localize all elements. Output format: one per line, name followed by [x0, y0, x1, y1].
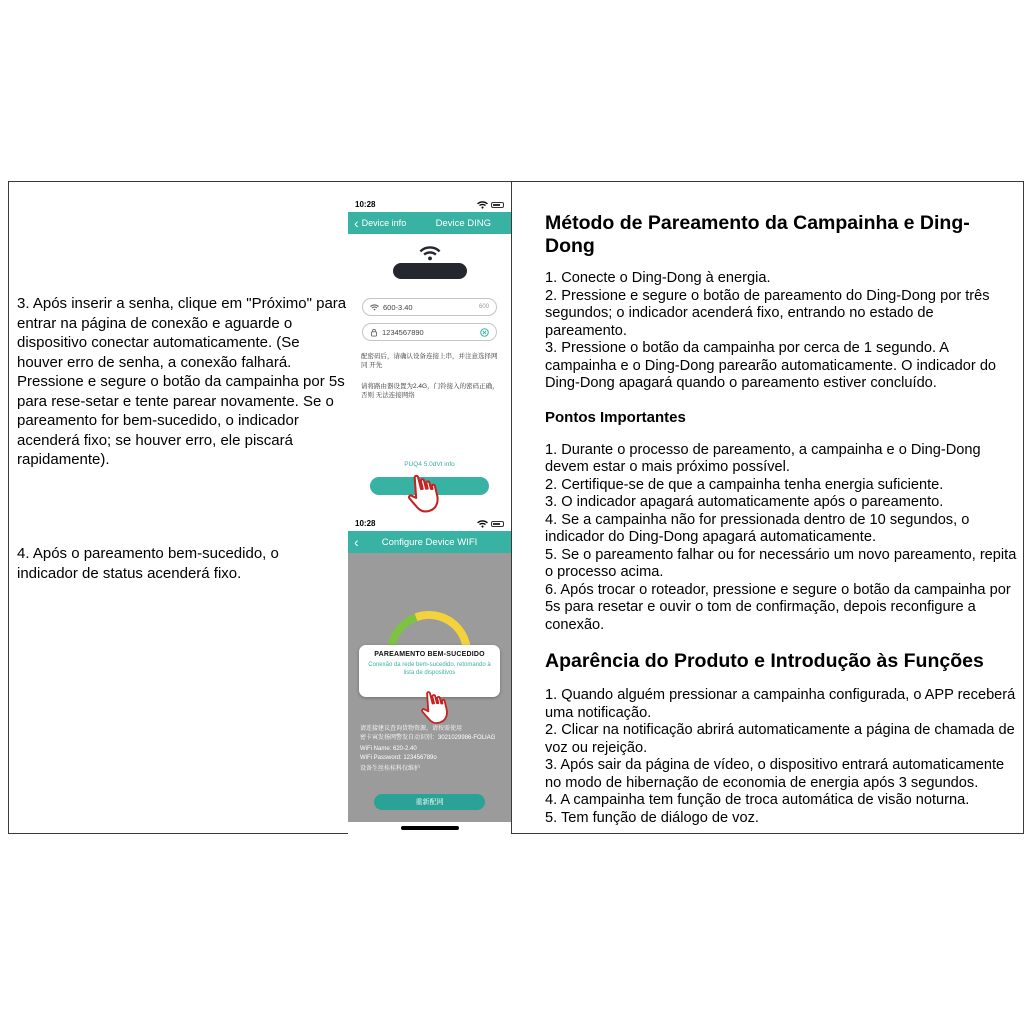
right-instructions: [545, 182, 1024, 827]
list-item: 6. Após trocar o roteador, pressione e segure o botão da campainha por 5s para resetar e ouvir o tom de confirmação, depois reconfigure a conexão.: [545, 581, 1011, 633]
wifi-icon: [477, 201, 488, 209]
wifi-icon: [477, 520, 488, 528]
reconfigure-button-label: 重新配网: [415, 799, 444, 806]
list-item: 1. Durante o processo de pareamento, a campainha e o Ding-Dong devem estar o mais próximo possível.: [545, 441, 981, 475]
phone-screenshot-pairing-success: [348, 516, 511, 834]
important-points-list: [545, 442, 1017, 635]
network-info-line-3: 设备生丝桂桂科仅维护: [360, 766, 421, 772]
status-bar: [348, 197, 511, 212]
back-icon[interactable]: ‹: [354, 215, 359, 231]
list-item: 2. Certifique-se de que a campainha tenha energia suficiente.: [545, 476, 944, 493]
section-heading-pairing: Método de Pareamento da Campainha e Ding-Dong: [545, 212, 970, 257]
pairing-success-screen: [348, 553, 511, 822]
nav-back-label[interactable]: Device info: [361, 218, 407, 228]
instruction-step-4: 4. Após o pareamento bem-sucedido, o indicador de status acenderá fixo.: [17, 545, 279, 582]
nav-title: Device DING: [435, 217, 491, 229]
pairing-steps-list: [545, 270, 1017, 393]
wifi-name-label: WiFi Name: 620-2.40: [360, 746, 417, 752]
content-frame: [8, 181, 1024, 834]
list-item: 1. Quando alguém pressionar a campainha configurada, o APP receberá uma notificação.: [545, 687, 1016, 721]
list-item: 2. Clicar na notificação abrirá automaticamente a página de chamada de voz ou rejeição.: [545, 722, 1015, 756]
network-info-block: [360, 725, 503, 774]
phone-footer: [348, 822, 511, 834]
status-bar: [348, 516, 511, 531]
product-functions-list: [545, 687, 1017, 827]
clear-password-icon[interactable]: [480, 328, 489, 337]
list-item: 2. Pressione e segure o botão de pareamento do Ding-Dong por três segundos; o indicador acenderá fixo, entrando no estado de pareamento.: [545, 287, 990, 339]
wifi-password-label: WiFi Password: 123456789o: [360, 754, 437, 761]
back-icon[interactable]: ‹: [354, 534, 359, 550]
list-item: 3. Após sair da página de vídeo, o dispositivo entrará automaticamente no modo de hibernação de economia de energia após 3 segundos.: [545, 757, 1005, 791]
success-title: PAREAMENTO BEM-SUCEDIDO: [374, 651, 485, 658]
nav-title: Configure Device WIFI: [381, 536, 478, 548]
network-info-line-2: 密卡寅发扬网警发自动识别：3021029986-FOLIAG: [360, 734, 496, 741]
device-info-screen: [348, 234, 511, 509]
wifi-icon: [370, 304, 379, 311]
list-item: 1. Conecte o Ding-Dong à energia.: [545, 270, 771, 286]
wifi-ssid-field[interactable]: [362, 298, 497, 316]
nav-bar: [348, 531, 511, 553]
tap-hand-icon: [399, 466, 451, 521]
home-indicator: [401, 826, 459, 830]
wifi-info-link[interactable]: PUQ4 5.0dVt info: [404, 461, 455, 468]
list-item: 3. O indicador apagará automaticamente após o pareamento.: [545, 494, 944, 510]
subheading-important-points: Pontos Importantes: [545, 408, 686, 426]
lock-icon: [370, 328, 378, 337]
status-time: 10:28: [355, 519, 376, 528]
device-illustration: [348, 246, 511, 279]
wifi-hint-text-1: 配密码后，请确认设备连接上串，并注意选择网同 开先: [361, 353, 498, 369]
wifi-signal-icon: [419, 246, 441, 261]
column-divider: [511, 182, 512, 833]
doorbell-device-image: [393, 263, 467, 279]
battery-icon: [491, 202, 504, 208]
list-item: 4. Se a campainha não for pressionada dentro de 10 segundos, o indicador do Ding-Dong apagará automaticamente.: [545, 511, 970, 545]
phone-screenshot-device-info: [348, 197, 511, 509]
list-item: 5. Tem função de diálogo de voz.: [545, 809, 759, 826]
reconfigure-button[interactable]: [374, 794, 485, 810]
network-info-line-1: 请连接建议查询货物资源，请按需使用: [360, 726, 463, 732]
list-item: 3. Pressione o botão da campainha por cerca de 1 segundo. A campainha e o Ding-Dong parearão automaticamente. O indicador do Ding-Dong apagará quando o pareamento estiver concluído.: [545, 340, 997, 391]
wifi-ssid-value: 600-3.40: [383, 302, 413, 312]
list-item: 4. A campainha tem função de troca automática de visão noturna.: [545, 792, 970, 808]
wifi-band-label: 600: [478, 304, 489, 310]
wifi-hint-text-2: 请将路由器设置为2.4G，门铃接入的密码正确，否则 无法连接网络: [361, 383, 499, 399]
wifi-password-field[interactable]: [362, 323, 497, 341]
instruction-step-3: 3. Após inserir a senha, clique em "Próximo" para entrar na página de conexão e aguarde o dispositivo conectar automaticamente. (Se houver erro de senha, a conexão falhará. Pressione e segure o botão da campainha por 5s para rese-setar e tente parear novamente. Se o pareamento for bem-sucedido, o indicador acenderá fixo; se houver erro, ele piscará rapidamente).: [17, 295, 347, 468]
section-heading-product: Aparência do Produto e Introdução às Funções: [545, 650, 984, 672]
status-icons: [477, 201, 504, 209]
status-time: 10:28: [355, 200, 376, 209]
list-item: 5. Se o pareamento falhar ou for necessário um novo pareamento, repita o processo acima.: [545, 546, 1017, 580]
success-subtitle: Conexão da rede bem-sucedido, retomando à lista de dispositivos: [368, 662, 491, 676]
wifi-password-value: 1234567890: [382, 327, 424, 337]
nav-bar: [348, 212, 511, 234]
status-icons: [477, 520, 504, 528]
battery-icon: [491, 521, 504, 527]
